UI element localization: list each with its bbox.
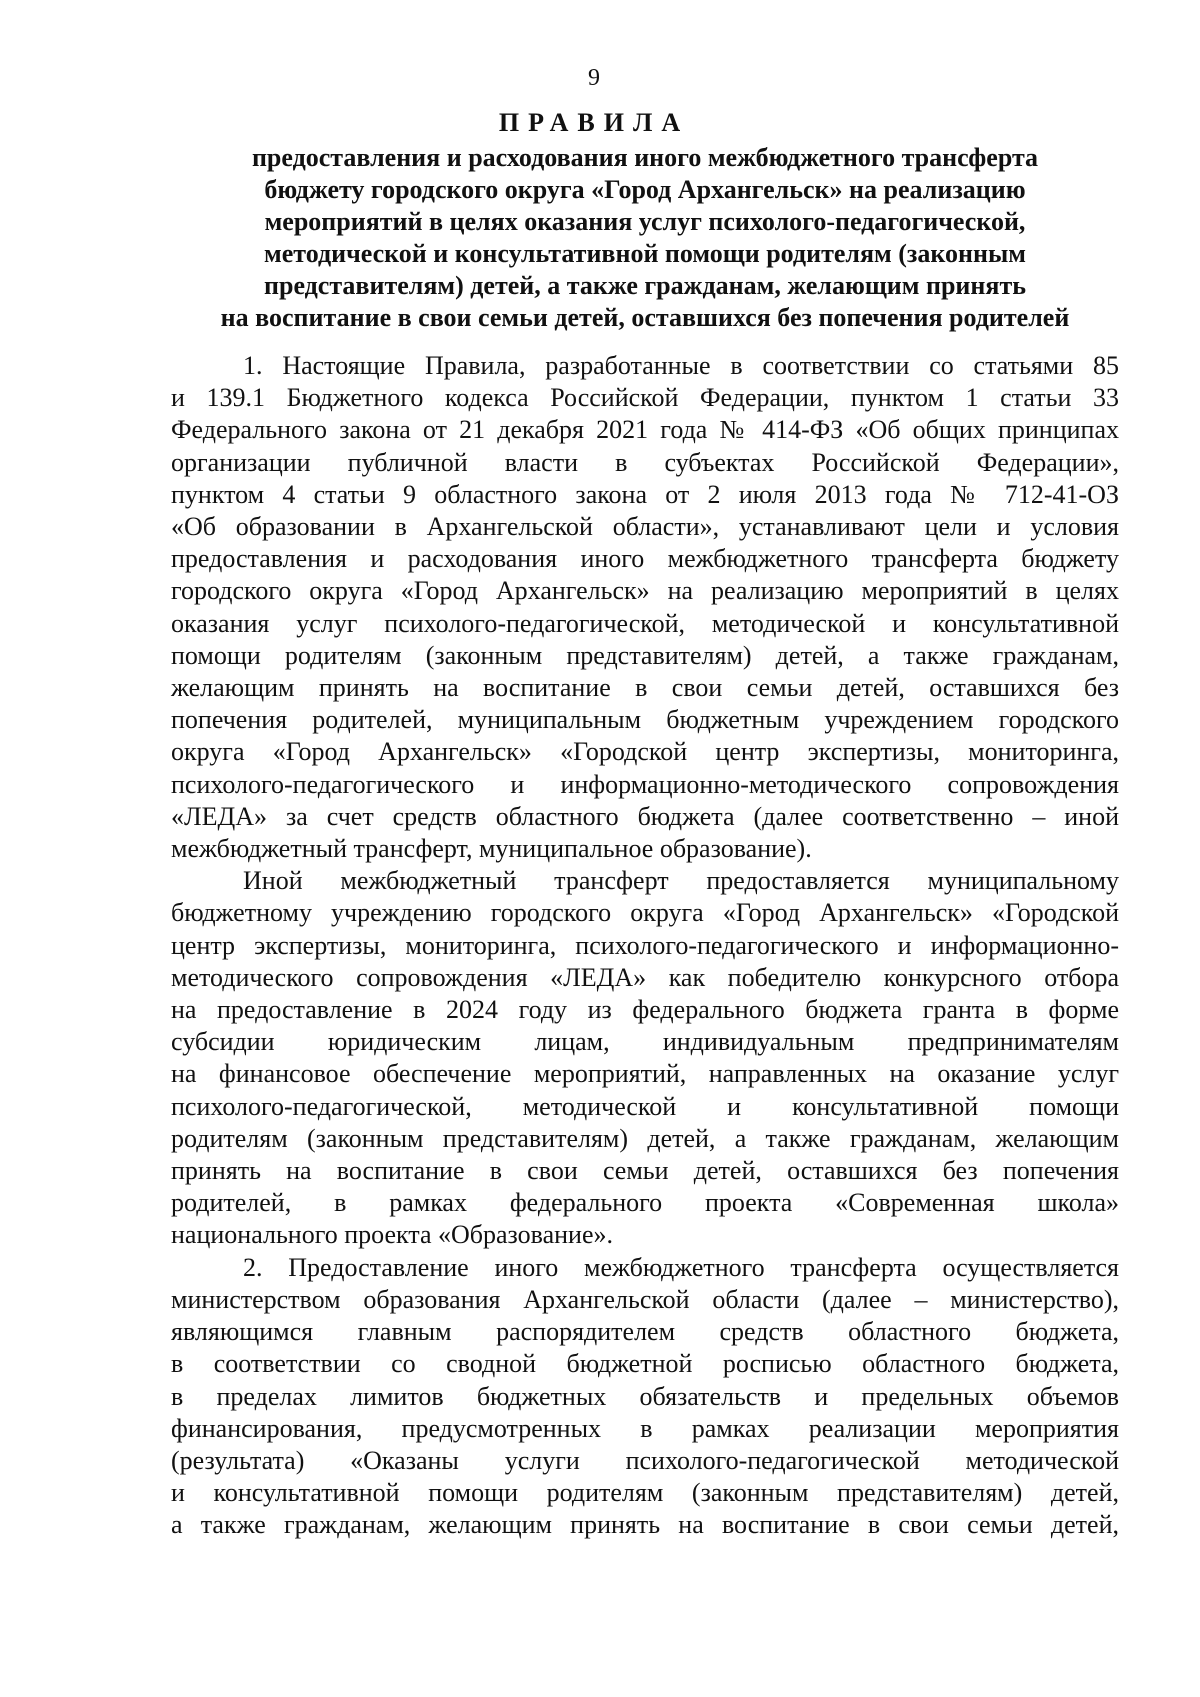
text-line: психолого-педагогической, методической и консультативной помощи <box>171 1091 1119 1121</box>
document-subtitle <box>170 142 1120 334</box>
paragraph-3 <box>171 1252 1119 1542</box>
text-line: межбюджетный трансферт, муниципальное образование). <box>171 834 812 864</box>
text-line: пунктом 4 статьи 9 областного закона от 2 июля 2013 года № 712-41-ОЗ <box>171 479 1119 509</box>
subtitle-line: методической и консультативной помощи родителям (законным <box>264 239 1026 268</box>
text-line: принять на воспитание в свои семьи детей, оставшихся без попечения <box>171 1156 1119 1186</box>
text-line: и 139.1 Бюджетного кодекса Российской Федерации, пунктом 1 статьи 33 <box>171 383 1119 413</box>
text-line: попечения родителей, муниципальным бюджетным учреждением городского <box>171 705 1119 735</box>
subtitle-line: на воспитание в свои семьи детей, оставшихся без попечения родителей <box>220 303 1070 332</box>
text-line: Федерального закона от 21 декабря 2021 года № 414-ФЗ «Об общих принципах <box>171 415 1119 445</box>
text-line: (результата) «Оказаны услуги психолого-педагогической методической <box>171 1445 1119 1475</box>
text-line: национального проекта «Образование». <box>171 1220 614 1250</box>
text-line: и консультативной помощи родителям (законным представителям) детей, <box>171 1478 1119 1508</box>
subtitle-line: мероприятий в целях оказания услуг психолого-педагогической, <box>264 207 1026 236</box>
text-line: округа «Город Архангельск» «Городской центр экспертизы, мониторинга, <box>171 737 1119 767</box>
text-line: родителей, в рамках федерального проекта «Современная школа» <box>171 1188 1119 1218</box>
text-line: Иной межбюджетный трансферт предоставляется муниципальному <box>243 866 1119 896</box>
text-line: в пределах лимитов бюджетных обязательств и предельных объемов <box>171 1381 1119 1411</box>
document-heading: ПРАВИЛА <box>498 108 690 137</box>
text-line: помощи родителям (законным представителям) детей, а также гражданам, <box>171 640 1119 670</box>
text-line: городского округа «Город Архангельск» на реализацию мероприятий в целях <box>171 576 1119 606</box>
paragraph-1 <box>171 350 1119 865</box>
text-line: психолого-педагогического и информационно-методического сопровождения <box>171 769 1119 799</box>
text-line: оказания услуг психолого-педагогической, методической и консультативной <box>171 608 1119 638</box>
text-line: а также гражданам, желающим принять на воспитание в свои семьи детей, <box>171 1510 1119 1540</box>
text-line: «ЛЕДА» за счет средств областного бюджета (далее соответственно – иной <box>171 801 1119 831</box>
text-line: методического сопровождения «ЛЕДА» как победителю конкурсного отбора <box>171 962 1119 992</box>
text-line: министерством образования Архангельской области (далее – министерство), <box>171 1284 1119 1314</box>
text-line: финансирования, предусмотренных в рамках реализации мероприятия <box>171 1413 1119 1443</box>
text-line: 1. Настоящие Правила, разработанные в соответствии со статьями 85 <box>243 351 1119 380</box>
text-line: «Об образовании в Архангельской области», устанавливают цели и условия <box>171 512 1119 542</box>
subtitle-line: бюджету городского округа «Город Архангельск» на реализацию <box>264 175 1026 204</box>
text-line: на предоставление в 2024 году из федерального бюджета гранта в форме <box>171 995 1119 1025</box>
text-line: центр экспертизы, мониторинга, психолого-педагогического и информационно- <box>171 930 1119 960</box>
text-line: организации публичной власти в субъектах Российской Федерации», <box>171 447 1119 477</box>
subtitle-line: представителям) детей, а также гражданам, желающим принять <box>264 271 1026 300</box>
subtitle-line: предоставления и расходования иного межбюджетного трансферта <box>251 143 1039 172</box>
text-line: в соответствии со сводной бюджетной росписью областного бюджета, <box>171 1349 1119 1379</box>
document-body <box>171 350 1119 1542</box>
paragraph-2 <box>171 865 1119 1251</box>
page-number: 9 <box>588 65 600 91</box>
text-line: субсидии юридическим лицам, индивидуальным предпринимателям <box>171 1027 1119 1057</box>
text-line: являющимся главным распорядителем средств областного бюджета, <box>171 1317 1119 1347</box>
text-line: предоставления и расходования иного межбюджетного трансферта бюджету <box>171 544 1119 574</box>
text-line: на финансовое обеспечение мероприятий, направленных на оказание услуг <box>171 1059 1119 1089</box>
text-line: 2. Предоставление иного межбюджетного трансферта осуществляется <box>243 1252 1119 1282</box>
text-line: бюджетному учреждению городского округа «Город Архангельск» «Городской <box>171 898 1119 928</box>
text-line: желающим принять на воспитание в свои семьи детей, оставшихся без <box>171 673 1119 703</box>
text-line: родителям (законным представителям) детей, а также гражданам, желающим <box>171 1123 1119 1153</box>
